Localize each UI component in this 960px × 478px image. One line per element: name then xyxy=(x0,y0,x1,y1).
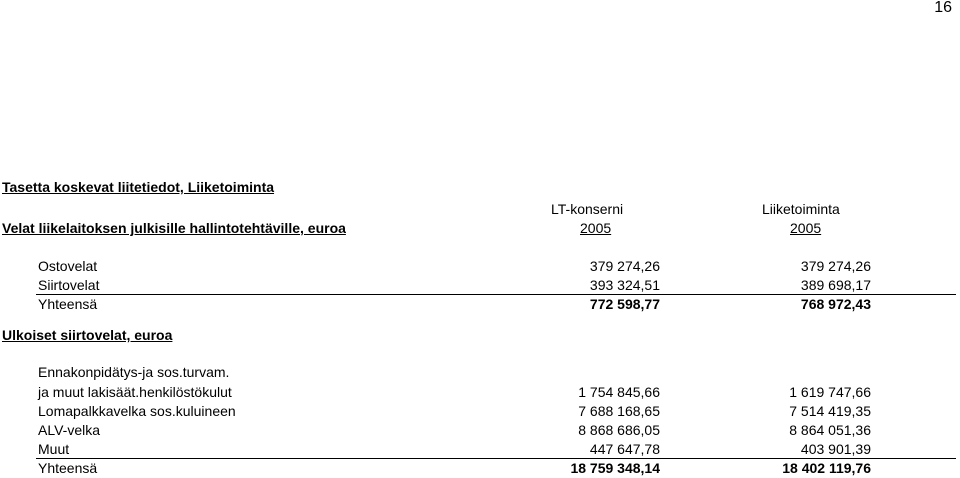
row-value-col1: 8 868 686,05 xyxy=(578,422,660,438)
section1-year-col2: 2005 xyxy=(790,220,822,236)
row-value-col2: 379 274,26 xyxy=(800,258,871,274)
row-value-col1: 379 274,26 xyxy=(589,258,660,274)
column-header-liiketoiminta: Liiketoiminta xyxy=(762,201,840,217)
row-label: Ostovelat xyxy=(38,258,98,274)
total-label: Yhteensä xyxy=(38,296,98,312)
row-label: ja muut lakisäät.henkilöstökulut xyxy=(38,384,232,400)
row-value-col1: 1 754 845,66 xyxy=(578,384,660,400)
total-value-col1: 772 598,77 xyxy=(589,296,660,312)
section2-heading: Ulkoiset siirtovelat, euroa xyxy=(2,327,173,343)
row-value-col2: 403 901,39 xyxy=(800,441,871,457)
divider-line xyxy=(36,458,956,459)
row-label: Muut xyxy=(38,441,70,457)
total-value-col2: 768 972,43 xyxy=(800,296,871,312)
row-label: Lomapalkkavelka sos.kuluineen xyxy=(38,403,236,419)
total-value-col1: 18 759 348,14 xyxy=(570,460,660,476)
page-number: 16 xyxy=(934,0,952,16)
row-label: ALV-velka xyxy=(38,422,100,438)
divider-line xyxy=(36,294,956,295)
row-value-col2: 389 698,17 xyxy=(800,277,871,293)
row-value-col2: 7 514 419,35 xyxy=(789,403,871,419)
row-value-col2: 8 864 051,36 xyxy=(789,422,871,438)
row-label: Ennakonpidätys-ja sos.turvam. xyxy=(38,364,230,380)
row-label: Siirtovelat xyxy=(38,277,100,293)
page-title: Tasetta koskevat liitetiedot, Liiketoiminta xyxy=(2,179,275,195)
total-label: Yhteensä xyxy=(38,460,98,476)
section1-year-col1: 2005 xyxy=(580,220,612,236)
row-value-col1: 447 647,78 xyxy=(589,441,660,457)
row-value-col1: 7 688 168,65 xyxy=(578,403,660,419)
section1-heading: Velat liikelaitoksen julkisille hallintotehtäville, euroa xyxy=(2,220,346,236)
column-header-lt-konserni: LT-konserni xyxy=(551,201,624,217)
row-value-col2: 1 619 747,66 xyxy=(789,384,871,400)
total-value-col2: 18 402 119,76 xyxy=(782,460,871,476)
row-value-col1: 393 324,51 xyxy=(589,277,660,293)
